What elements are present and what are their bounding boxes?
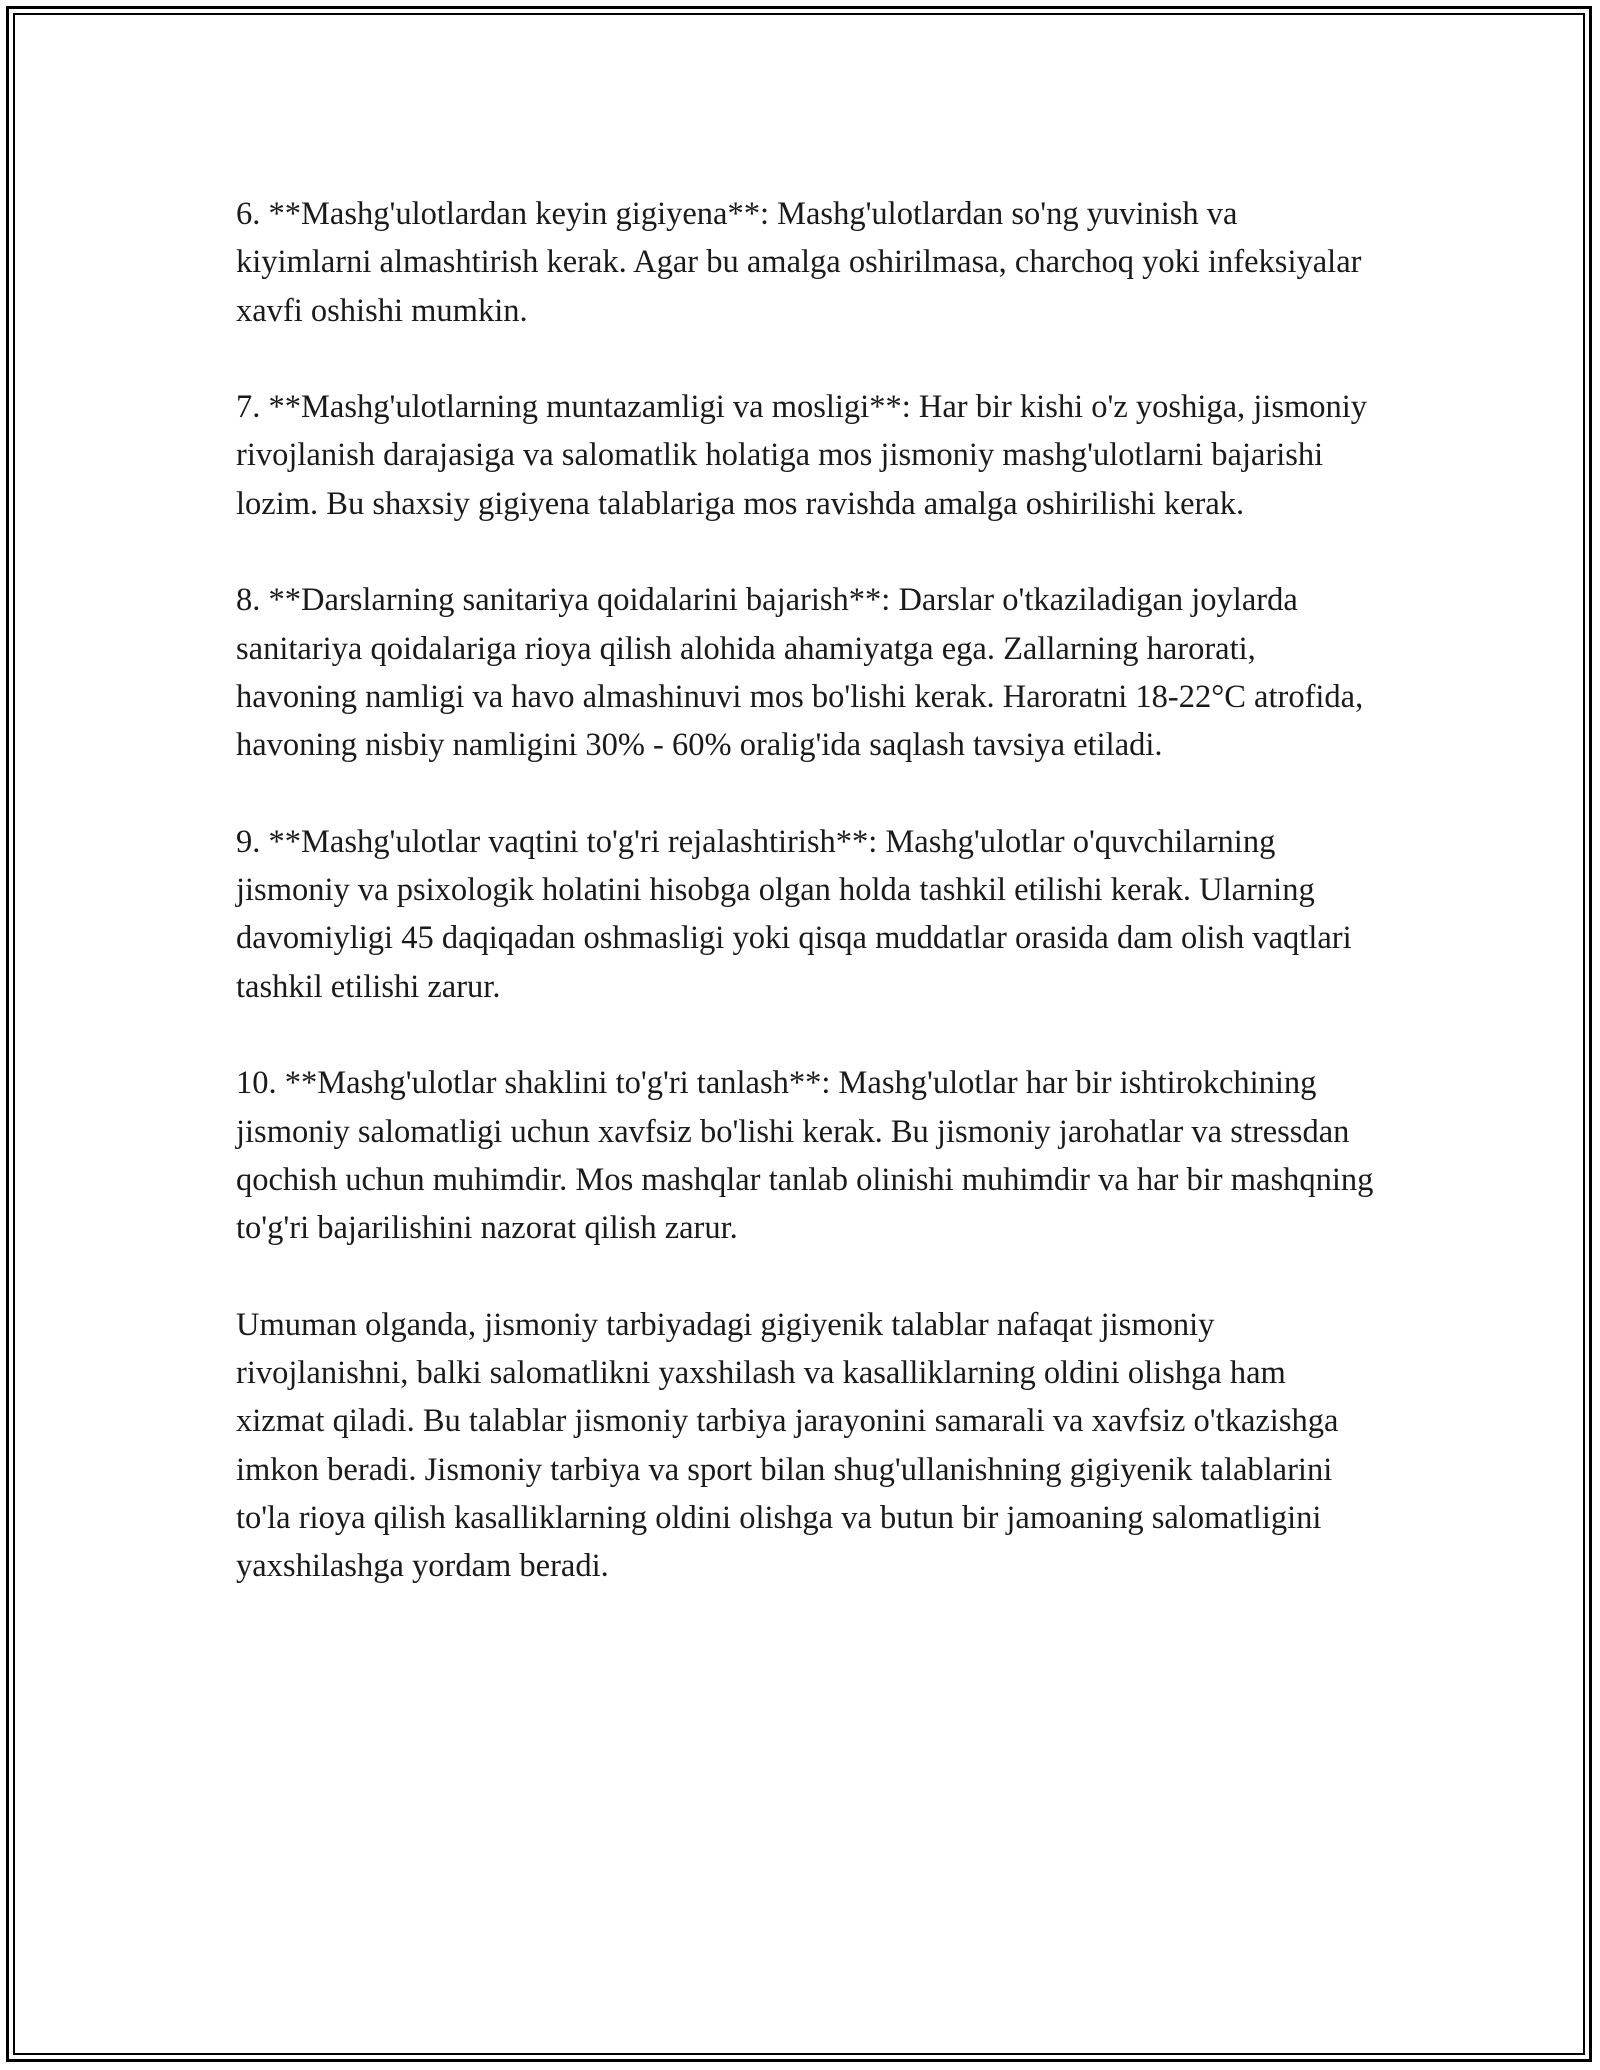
paragraph-item-9: 9. **Mashg'ulotlar vaqtini to'g'ri rejalashtirish**: Mashg'ulotlar o'quvchilarning jismoniy va psixologik holatini hisobga olgan holda tashkil etilishi kerak. Ularning davomiyligi 45 daqiqadan oshmasligi yoki qisqa muddatlar orasida dam olish vaqtlari tashkil etilishi zarur. — [236, 823, 1352, 1005]
paragraph-item-10: 10. **Mashg'ulotlar shaklini to'g'ri tanlash**: Mashg'ulotlar har bir ishtirokchining jismoniy salomatligi uchun xavfsiz bo'lishi kerak. Bu jismoniy jarohatlar va stressdan qochish uchun muhimdir. Mos mashqlar tanlab olinishi muhimdir va har bir mashqning to'g'ri bajarilishini nazorat qilish zarur. — [236, 1065, 1374, 1247]
paragraph-item-7: 7. **Mashg'ulotlarning muntazamligi va mosligi**: Har bir kishi o'z yoshiga, jismoniy rivojlanish darajasiga va salomatlik holatiga mos jismoniy mashg'ulotlarni bajarishi lozim. Bu shaxsiy gigiyena talablariga mos ravishda amalga oshirilishi kerak. — [236, 389, 1368, 522]
paragraph-item-6: 6. **Mashg'ulotlardan keyin gigiyena**: Mashg'ulotlardan so'ng yuvinish va kiyimlarni almashtirish kerak. Agar bu amalga oshirilmasa, charchoq yoki infeksiyalar xavfi oshishi mumkin. — [236, 196, 1362, 329]
paragraph-item-8: 8. **Darslarning sanitariya qoidalarini bajarish**: Darslar o'tkaziladigan joylarda sanitariya qoidalariga rioya qilish alohida ahamiyatga ega. Zallarning harorati, havoning namligi va havo almashinuvi mos bo'lishi kerak. Haroratni 18-22°C atrofida, havoning nisbiy namligini 30% - 60% oralig'ida saqlash tavsiya etiladi. — [236, 582, 1364, 764]
document-body — [236, 190, 1376, 1591]
paragraph-conclusion: Umuman olganda, jismoniy tarbiyadagi gigiyenik talablar nafaqat jismoniy rivojlanishni, balki salomatlikni yaxshilash va kasalliklarning oldini olishga ham xizmat qiladi. Bu talablar jismoniy tarbiya jarayonini samarali va xavfsiz o'tkazishga imkon beradi. Jismoniy tarbiya va sport bilan shug'ullanishning gigiyenik talablarini to'la rioya qilish kasalliklarning oldini olishga va butun bir jamoaning salomatligini yaxshilashga yordam beradi. — [236, 1306, 1339, 1585]
